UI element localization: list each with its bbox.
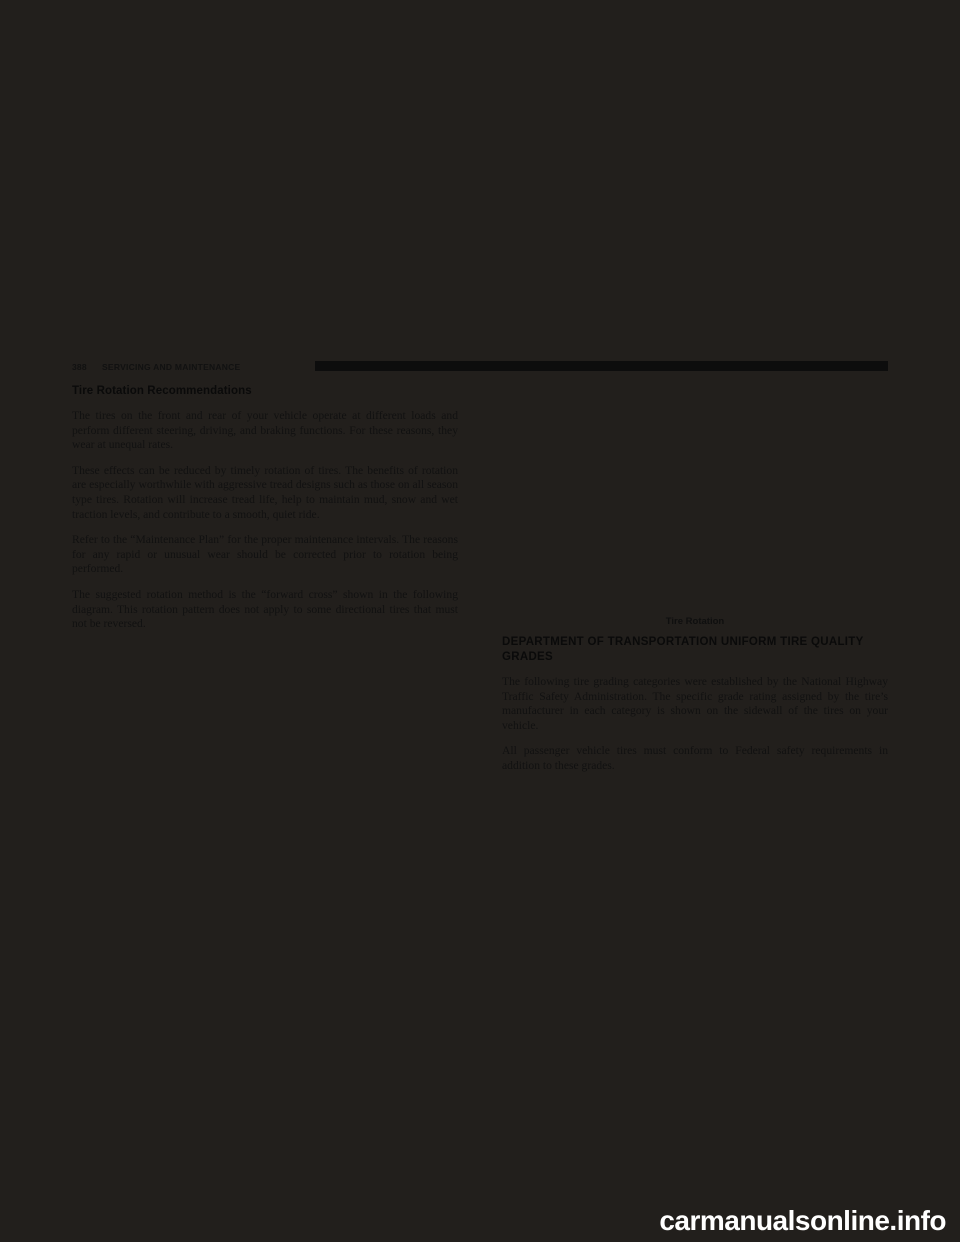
left-column xyxy=(72,384,458,632)
paragraph: The tires on the front and rear of your vehicle operate at different loads and perform different steering, driving, and braking functions. For these reasons, they wear at unequal rates. xyxy=(72,409,458,452)
header-rule xyxy=(315,361,888,371)
page-number: 388 xyxy=(72,362,87,372)
running-header xyxy=(72,360,888,378)
left-column-heading: Tire Rotation Recommendations xyxy=(72,385,252,397)
paragraph: The following tire grading categories were established by the National Highway Traffic Safety Administration. The specific grade rating assigned by the tire’s manufacturer in each category is shown on the sidewall of the tires on your vehicle. xyxy=(502,675,888,732)
page-content xyxy=(72,360,888,840)
figure-caption: Tire Rotation xyxy=(665,616,725,627)
right-column xyxy=(502,384,888,774)
paragraph: Refer to the “Maintenance Plan” for the proper maintenance intervals. The reasons for any rapid or unusual wear should be corrected prior to rotation being performed. xyxy=(72,533,458,576)
running-header-title: SERVICING AND MAINTENANCE xyxy=(102,362,241,372)
paragraph: These effects can be reduced by timely rotation of tires. The benefits of rotation are especially worthwhile with aggressive tread designs such as those on all season type tires. Rotation will increase tread life, help to maintain mud, snow and wet traction levels, and contribute to a smooth, quiet ride. xyxy=(72,463,458,521)
tire-rotation-figure xyxy=(502,384,888,627)
tire-rotation-diagram-art xyxy=(502,384,888,616)
paragraph: All passenger vehicle tires must conform to Federal safety requirements in addition to these grades. xyxy=(502,744,888,772)
site-watermark: carmanualsonline.info xyxy=(659,1205,946,1236)
right-column-heading: DEPARTMENT OF TRANSPORTATION UNIFORM TIRE QUALITY GRADES xyxy=(502,636,864,663)
paragraph: The suggested rotation method is the “forward cross” shown in the following diagram. This rotation pattern does not apply to some directional tires that must not be reversed. xyxy=(72,587,458,631)
